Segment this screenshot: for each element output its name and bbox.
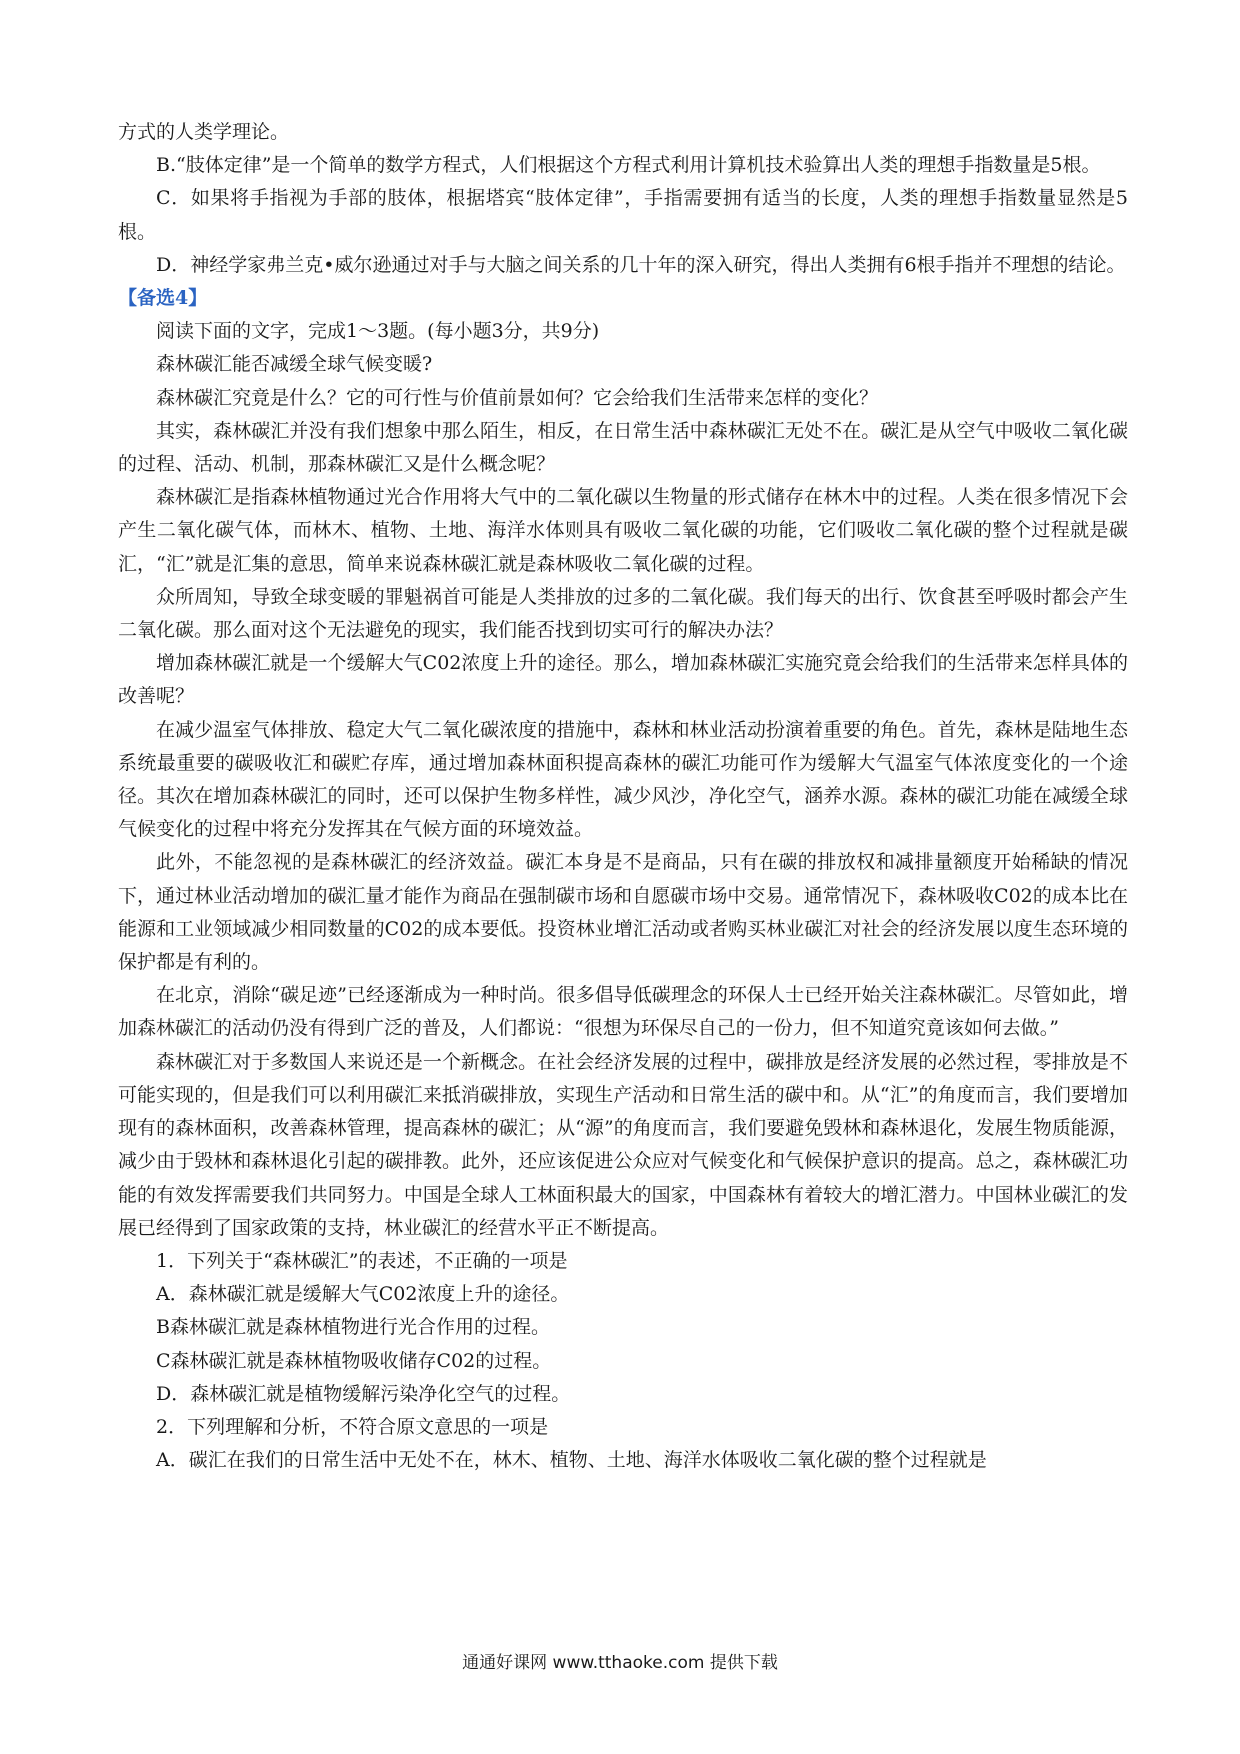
page-footer: 通通好课网 www.tthaoke.com 提供下载: [462, 1653, 778, 1673]
question-1-option-b: B森林碳汇就是森林植物进行光合作用的过程。: [156, 1316, 550, 1339]
article-title: 森林碳汇能否减缓全球气候变暖?: [156, 353, 433, 376]
question-1-option-a: A．森林碳汇就是缓解大气C02浓度上升的途径。: [156, 1283, 570, 1306]
question-1-stem: 1．下列关于“森林碳汇”的表述，不正确的一项是: [156, 1249, 568, 1272]
article-paragraph: 森林碳汇究竟是什么？它的可行性与价值前景如何？它会给我们生活带来怎样的变化？: [156, 386, 879, 409]
page-content: [118, 116, 1128, 1477]
option-d: D．神经学家弗兰克•威尔逊通过对手与大脑之间关系的几十年的深入研究，得出人类拥有6根手指并不理想的结论。: [156, 253, 1126, 276]
article-paragraph: 在北京，消除“碳足迹”已经逐渐成为一种时尚。很多倡导低碳理念的环保人士已经开始关注森林碳汇。尽管如此，增加森林碳汇的活动仍没有得到广泛的普及，人们都说：“很想为环保尽自己的一份力，但不知道究竟该如何去做。”: [118, 984, 1128, 1040]
article-paragraph: 在减少温室气体排放、稳定大气二氧化碳浓度的措施中，森林和林业活动扮演着重要的角色。首先，森林是陆地生态系统最重要的碳吸收汇和碳贮存库，通过增加森林面积提高森林的碳汇功能可作为缓解大气温室气体浓度变化的一个途径。其次在增加森林碳汇的同时，还可以保护生物多样性，减少风沙，净化空气，涵养水源。森林的碳汇功能在减缓全球气候变化的过程中将充分发挥其在气候方面的环境效益。: [118, 718, 1128, 841]
option-b: B.“肢体定律”是一个简单的数学方程式，人们根据这个方程式利用计算机技术验算出人类的理想手指数量是5根。: [156, 154, 1101, 177]
article-paragraph: 此外，不能忽视的是森林碳汇的经济效益。碳汇本身是不是商品，只有在碳的排放权和减排量额度开始稀缺的情况下，通过林业活动增加的碳汇量才能作为商品在强制碳市场和自愿碳市场中交易。通常情况下，森林吸收C02的成本比在能源和工业领域减少相同数量的C02的成本要低。投资林业增汇活动或者购买林业碳汇对社会的经济发展以度生态环境的保护都是有利的。: [118, 851, 1128, 974]
article-paragraph: 森林碳汇对于多数国人来说还是一个新概念。在社会经济发展的过程中，碳排放是经济发展的必然过程，零排放是不可能实现的，但是我们可以利用碳汇来抵消碳排放，实现生产活动和日常生活的碳中和。从“汇”的角度而言，我们要增加现有的森林面积，改善森林管理，提高森林的碳汇；从“源”的角度而言，我们要避免毁林和森林退化，发展生物质能源，减少由于毁林和森林退化引起的碳排教。此外，还应该促进公众应对气候变化和气候保护意识的提高。总之，森林碳汇功能的有效发挥需要我们共同努力。中国是全球人工林面积最大的国家，中国森林有着较大的增汇潜力。中国林业碳汇的发展已经得到了国家政策的支持，林业碳汇的经营水平正不断提高。: [118, 1050, 1128, 1239]
reading-instructions: 阅读下面的文字，完成1～3题。(每小题3分，共9分): [156, 320, 600, 343]
article-paragraph: 众所周知，导致全球变暖的罪魁祸首可能是人类排放的过多的二氧化碳。我们每天的出行、饮食甚至呼吸时都会产生二氧化碳。那么面对这个无法避免的现实，我们能否找到切实可行的解决办法？: [118, 585, 1128, 642]
question-2-stem: 2．下列理解和分析，不符合原文意思的一项是: [156, 1415, 549, 1438]
section-heading: 【备选4】: [118, 287, 208, 310]
article-paragraph: 森林碳汇是指森林植物通过光合作用将大气中的二氧化碳以生物量的形式储存在林木中的过程。人类在很多情况下会产生二氧化碳气体，而林木、植物、土地、海洋水体则具有吸收二氧化碳的功能，它们吸收二氧化碳的整个过程就是碳汇，“汇”就是汇集的意思，简单来说森林碳汇就是森林吸收二氧化碳的过程。: [118, 486, 1128, 575]
article-paragraph: 增加森林碳汇就是一个缓解大气C02浓度上升的途径。那么，增加森林碳汇实施究竟会给我们的生活带来怎样具体的改善呢？: [118, 652, 1128, 708]
option-c: C．如果将手指视为手部的肢体，根据塔宾“肢体定律”，手指需要拥有适当的长度，人类的理想手指数量显然是5根。: [118, 187, 1128, 243]
question-1-option-d: D．森林碳汇就是植物缓解污染净化空气的过程。: [156, 1382, 571, 1405]
continued-line: 方式的人类学理论。: [118, 121, 290, 143]
question-1-option-c: C森林碳汇就是森林植物吸收储存C02的过程。: [156, 1349, 552, 1372]
article-paragraph: 其实，森林碳汇并没有我们想象中那么陌生，相反，在日常生活中森林碳汇无处不在。碳汇是从空气中吸收二氧化碳的过程、活动、机制，那森林碳汇又是什么概念呢？: [118, 419, 1128, 476]
question-2-option-a: A．碳汇在我们的日常生活中无处不在，林木、植物、土地、海洋水体吸收二氧化碳的整个过程就是: [156, 1449, 987, 1472]
